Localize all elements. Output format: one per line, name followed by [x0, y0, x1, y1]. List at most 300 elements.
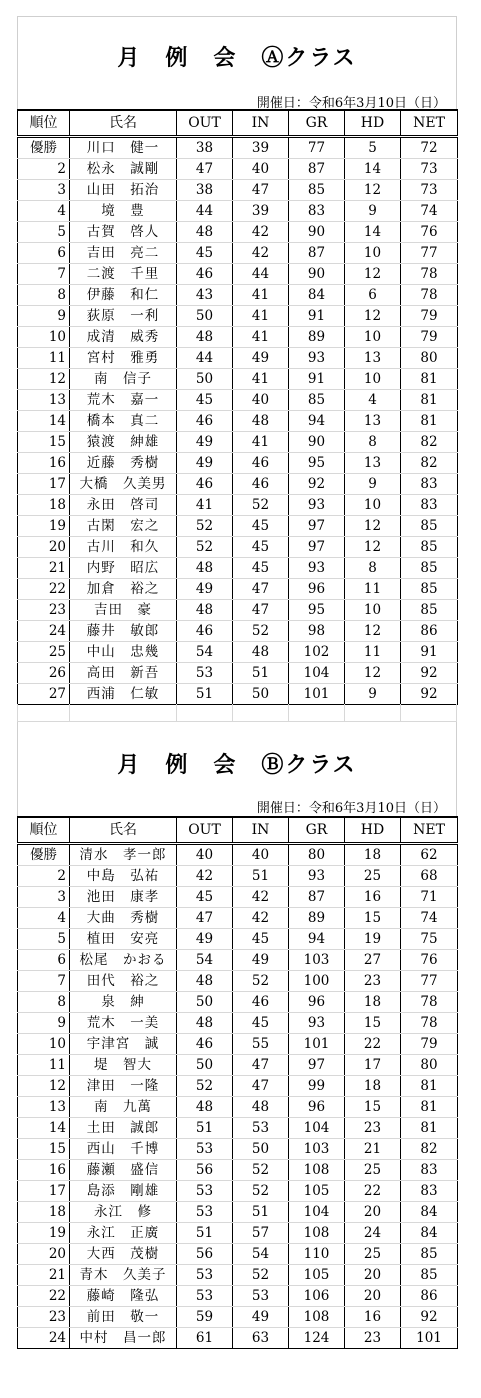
gross-score: 99: [289, 1075, 345, 1096]
net-score: 81: [401, 1096, 458, 1117]
handicap: 20: [345, 1285, 401, 1306]
in-score: 47: [233, 578, 289, 599]
gross-score: 92: [289, 473, 345, 494]
handicap: 10: [345, 599, 401, 620]
player-name: 古川 和久: [70, 536, 177, 557]
in-score: 57: [233, 1222, 289, 1243]
table-row: [18, 843, 458, 865]
rank: 16: [18, 1159, 70, 1180]
in-score: 45: [233, 928, 289, 949]
player-name: 永田 啓司: [70, 494, 177, 515]
net-score: 83: [401, 494, 458, 515]
rank: 7: [18, 970, 70, 991]
player-name: 古賀 啓人: [70, 221, 177, 242]
in-score: 46: [233, 473, 289, 494]
gross-score: 94: [289, 410, 345, 431]
in-score: 39: [233, 136, 289, 158]
header-in: IN: [233, 110, 289, 136]
rank: 21: [18, 1264, 70, 1285]
in-score: 41: [233, 284, 289, 305]
gross-score: 89: [289, 907, 345, 928]
rank: 13: [18, 389, 70, 410]
table-row: [18, 1033, 458, 1054]
gross-score: 89: [289, 326, 345, 347]
out-score: 59: [177, 1306, 233, 1327]
out-score: 50: [177, 1054, 233, 1075]
header-gross: GR: [289, 110, 345, 136]
header-rank: 順位: [18, 110, 70, 136]
rank: 3: [18, 179, 70, 200]
in-score: 42: [233, 242, 289, 263]
table-row: [18, 221, 458, 242]
in-score: 55: [233, 1033, 289, 1054]
gross-score: 85: [289, 389, 345, 410]
table-row: [18, 515, 458, 536]
handicap: 18: [345, 1075, 401, 1096]
out-score: 53: [177, 1138, 233, 1159]
player-name: 猿渡 紳雄: [70, 431, 177, 452]
out-score: 53: [177, 1285, 233, 1306]
player-name: 吉田 亮二: [70, 242, 177, 263]
out-score: 53: [177, 1201, 233, 1222]
in-score: 52: [233, 970, 289, 991]
out-score: 53: [177, 1264, 233, 1285]
in-score: 41: [233, 305, 289, 326]
net-score: 81: [401, 410, 458, 431]
header-net: NET: [401, 110, 458, 136]
handicap: 27: [345, 949, 401, 970]
player-name: 宮村 雅勇: [70, 347, 177, 368]
player-name: 中山 忠幾: [70, 641, 177, 662]
gross-score: 84: [289, 284, 345, 305]
net-score: 83: [401, 1180, 458, 1201]
handicap: 20: [345, 1264, 401, 1285]
handicap: 23: [345, 1117, 401, 1138]
gross-score: 98: [289, 620, 345, 641]
player-name: 中島 弘祐: [70, 865, 177, 886]
out-score: 56: [177, 1243, 233, 1264]
out-score: 50: [177, 368, 233, 389]
gross-score: 91: [289, 368, 345, 389]
player-name: 津田 一隆: [70, 1075, 177, 1096]
handicap: 23: [345, 1327, 401, 1348]
in-score: 47: [233, 1054, 289, 1075]
gross-score: 87: [289, 242, 345, 263]
handicap: 22: [345, 1033, 401, 1054]
rank: 22: [18, 1285, 70, 1306]
out-score: 44: [177, 200, 233, 221]
out-score: 44: [177, 347, 233, 368]
rank: 24: [18, 1327, 70, 1348]
rank: 3: [18, 886, 70, 907]
out-score: 52: [177, 1075, 233, 1096]
table-row: [18, 991, 458, 1012]
rank: 18: [18, 1201, 70, 1222]
gross-score: 93: [289, 1012, 345, 1033]
gross-score: 96: [289, 578, 345, 599]
table-row: [18, 452, 458, 473]
net-score: 86: [401, 1285, 458, 1306]
table-row: [18, 1138, 458, 1159]
net-score: 76: [401, 221, 458, 242]
net-score: 83: [401, 1159, 458, 1180]
table-row: [18, 263, 458, 284]
player-name: 南 信子: [70, 368, 177, 389]
player-name: 荒木 嘉一: [70, 389, 177, 410]
handicap: 4: [345, 389, 401, 410]
table-row: [18, 970, 458, 991]
gross-score: 124: [289, 1327, 345, 1348]
in-score: 63: [233, 1327, 289, 1348]
table-row: [18, 1285, 458, 1306]
player-name: 宇津宮 誠: [70, 1033, 177, 1054]
table-row: [18, 326, 458, 347]
net-score: 78: [401, 284, 458, 305]
class-b-date: 開催日：令和6年3月10日（日）: [256, 801, 446, 816]
gross-score: 93: [289, 557, 345, 578]
in-score: 47: [233, 599, 289, 620]
net-score: 92: [401, 683, 458, 704]
player-name: 前田 敬一: [70, 1306, 177, 1327]
class-b-title: 月 例 会 Ⓑクラス: [117, 752, 357, 778]
out-score: 46: [177, 410, 233, 431]
out-score: 49: [177, 928, 233, 949]
gross-score: 110: [289, 1243, 345, 1264]
handicap: 13: [345, 410, 401, 431]
out-score: 49: [177, 452, 233, 473]
net-score: 79: [401, 326, 458, 347]
gross-score: 103: [289, 1138, 345, 1159]
in-score: 42: [233, 886, 289, 907]
rank: 2: [18, 158, 70, 179]
handicap: 20: [345, 1201, 401, 1222]
rank: 10: [18, 326, 70, 347]
handicap: 6: [345, 284, 401, 305]
out-score: 53: [177, 662, 233, 683]
in-score: 49: [233, 1306, 289, 1327]
handicap: 16: [345, 1306, 401, 1327]
handicap: 14: [345, 221, 401, 242]
net-score: 78: [401, 991, 458, 1012]
table-row: [18, 494, 458, 515]
out-score: 46: [177, 620, 233, 641]
net-score: 85: [401, 536, 458, 557]
rank: 5: [18, 221, 70, 242]
net-score: 92: [401, 662, 458, 683]
player-name: 高田 新吾: [70, 662, 177, 683]
handicap: 22: [345, 1180, 401, 1201]
net-score: 73: [401, 158, 458, 179]
handicap: 14: [345, 158, 401, 179]
out-score: 48: [177, 599, 233, 620]
gross-score: 94: [289, 928, 345, 949]
out-score: 48: [177, 221, 233, 242]
out-score: 56: [177, 1159, 233, 1180]
net-score: 92: [401, 1306, 458, 1327]
rank: 4: [18, 907, 70, 928]
net-score: 81: [401, 1075, 458, 1096]
handicap: 8: [345, 431, 401, 452]
net-score: 62: [401, 843, 458, 865]
out-score: 61: [177, 1327, 233, 1348]
class-b-results-table: [17, 816, 458, 1349]
player-name: 池田 康孝: [70, 886, 177, 907]
handicap: 12: [345, 305, 401, 326]
handicap: 16: [345, 886, 401, 907]
out-score: 48: [177, 970, 233, 991]
net-score: 81: [401, 368, 458, 389]
in-score: 51: [233, 865, 289, 886]
table-row: [18, 886, 458, 907]
gross-score: 95: [289, 452, 345, 473]
rank: 16: [18, 452, 70, 473]
table-row: [18, 431, 458, 452]
net-score: 79: [401, 1033, 458, 1054]
handicap: 23: [345, 970, 401, 991]
player-name: 南 九萬: [70, 1096, 177, 1117]
table-row: [18, 179, 458, 200]
rank: 9: [18, 305, 70, 326]
rank: 24: [18, 620, 70, 641]
player-name: 加倉 裕之: [70, 578, 177, 599]
out-score: 54: [177, 949, 233, 970]
in-score: 52: [233, 1180, 289, 1201]
table-row: [18, 389, 458, 410]
player-name: 川口 健一: [70, 136, 177, 158]
gross-score: 85: [289, 179, 345, 200]
table-row: [18, 242, 458, 263]
out-score: 49: [177, 578, 233, 599]
net-score: 85: [401, 557, 458, 578]
in-score: 51: [233, 1201, 289, 1222]
out-score: 43: [177, 284, 233, 305]
handicap: 9: [345, 683, 401, 704]
player-name: 田代 裕之: [70, 970, 177, 991]
table-row: [18, 1180, 458, 1201]
header-out: OUT: [177, 110, 233, 136]
gross-score: 93: [289, 865, 345, 886]
blank-row: [17, 704, 457, 722]
out-score: 42: [177, 865, 233, 886]
handicap: 13: [345, 347, 401, 368]
in-score: 48: [233, 1096, 289, 1117]
in-score: 42: [233, 907, 289, 928]
out-score: 45: [177, 242, 233, 263]
handicap: 8: [345, 557, 401, 578]
player-name: 大西 茂樹: [70, 1243, 177, 1264]
net-score: 68: [401, 865, 458, 886]
out-score: 47: [177, 907, 233, 928]
table-row: [18, 1222, 458, 1243]
rank: 19: [18, 515, 70, 536]
player-name: 植田 安亮: [70, 928, 177, 949]
handicap: 25: [345, 1243, 401, 1264]
header-gross: GR: [289, 817, 345, 843]
rank: 17: [18, 1180, 70, 1201]
handicap: 12: [345, 179, 401, 200]
handicap: 24: [345, 1222, 401, 1243]
player-name: 藤崎 隆弘: [70, 1285, 177, 1306]
player-name: 内野 昭広: [70, 557, 177, 578]
player-name: 山田 拓治: [70, 179, 177, 200]
gross-score: 108: [289, 1159, 345, 1180]
rank: 9: [18, 1012, 70, 1033]
net-score: 82: [401, 452, 458, 473]
rank: 5: [18, 928, 70, 949]
player-name: 藤井 敏郎: [70, 620, 177, 641]
table-row: [18, 158, 458, 179]
header-handicap: HD: [345, 110, 401, 136]
table-row: [18, 410, 458, 431]
in-score: 41: [233, 368, 289, 389]
rank: 18: [18, 494, 70, 515]
net-score: 82: [401, 431, 458, 452]
handicap: 5: [345, 136, 401, 158]
table-row: [18, 620, 458, 641]
handicap: 15: [345, 1012, 401, 1033]
in-score: 46: [233, 452, 289, 473]
rank: 優勝: [18, 843, 70, 865]
gross-score: 83: [289, 200, 345, 221]
in-score: 44: [233, 263, 289, 284]
header-in: IN: [233, 817, 289, 843]
in-score: 52: [233, 620, 289, 641]
rank: 27: [18, 683, 70, 704]
class-b-table-body: [18, 843, 458, 1348]
gross-score: 91: [289, 305, 345, 326]
out-score: 52: [177, 536, 233, 557]
gross-score: 77: [289, 136, 345, 158]
in-score: 53: [233, 1285, 289, 1306]
rank: 22: [18, 578, 70, 599]
table-row: [18, 1096, 458, 1117]
in-score: 40: [233, 389, 289, 410]
out-score: 41: [177, 494, 233, 515]
player-name: 島添 剛雄: [70, 1180, 177, 1201]
out-score: 48: [177, 557, 233, 578]
in-score: 40: [233, 843, 289, 865]
header-name: 氏名: [70, 817, 177, 843]
net-score: 72: [401, 136, 458, 158]
net-score: 78: [401, 263, 458, 284]
handicap: 15: [345, 1096, 401, 1117]
gross-score: 93: [289, 494, 345, 515]
table-row: [18, 473, 458, 494]
handicap: 10: [345, 326, 401, 347]
out-score: 38: [177, 179, 233, 200]
player-name: 永江 修: [70, 1201, 177, 1222]
gross-score: 101: [289, 1033, 345, 1054]
header-handicap: HD: [345, 817, 401, 843]
table-row: [18, 136, 458, 158]
rank: 11: [18, 1054, 70, 1075]
rank: 12: [18, 368, 70, 389]
handicap: 12: [345, 620, 401, 641]
in-score: 54: [233, 1243, 289, 1264]
net-score: 80: [401, 347, 458, 368]
net-score: 85: [401, 515, 458, 536]
table-row: [18, 347, 458, 368]
gross-score: 104: [289, 662, 345, 683]
rank: 6: [18, 242, 70, 263]
net-score: 73: [401, 179, 458, 200]
gross-score: 102: [289, 641, 345, 662]
gross-score: 100: [289, 970, 345, 991]
net-score: 76: [401, 949, 458, 970]
out-score: 46: [177, 263, 233, 284]
net-score: 74: [401, 907, 458, 928]
rank: 20: [18, 1243, 70, 1264]
net-score: 86: [401, 620, 458, 641]
gross-score: 101: [289, 683, 345, 704]
gross-score: 106: [289, 1285, 345, 1306]
out-score: 46: [177, 473, 233, 494]
in-score: 42: [233, 221, 289, 242]
net-score: 77: [401, 970, 458, 991]
table-row: [18, 641, 458, 662]
net-score: 85: [401, 578, 458, 599]
rank: 14: [18, 1117, 70, 1138]
table-row: [18, 536, 458, 557]
handicap: 9: [345, 473, 401, 494]
gross-score: 87: [289, 886, 345, 907]
out-score: 48: [177, 1012, 233, 1033]
table-row: [18, 865, 458, 886]
rank: 4: [18, 200, 70, 221]
player-name: 大橋 久美男: [70, 473, 177, 494]
rank: 10: [18, 1033, 70, 1054]
player-name: 西浦 仁敏: [70, 683, 177, 704]
gross-score: 96: [289, 1096, 345, 1117]
table-row: [18, 200, 458, 221]
table-row: [18, 1054, 458, 1075]
player-name: 吉田 豪: [70, 599, 177, 620]
gross-score: 97: [289, 1054, 345, 1075]
rank: 15: [18, 431, 70, 452]
out-score: 53: [177, 1180, 233, 1201]
table-row: [18, 1327, 458, 1348]
handicap: 10: [345, 368, 401, 389]
table-row: [18, 1201, 458, 1222]
player-name: 松尾 かおる: [70, 949, 177, 970]
gross-score: 97: [289, 515, 345, 536]
in-score: 41: [233, 326, 289, 347]
handicap: 21: [345, 1138, 401, 1159]
out-score: 46: [177, 1033, 233, 1054]
player-name: 泉 紳: [70, 991, 177, 1012]
out-score: 49: [177, 431, 233, 452]
header-name: 氏名: [70, 110, 177, 136]
player-name: 堤 智大: [70, 1054, 177, 1075]
rank: 8: [18, 991, 70, 1012]
class-a-table-body: [18, 136, 458, 704]
table-row: [18, 1264, 458, 1285]
out-score: 48: [177, 1096, 233, 1117]
out-score: 51: [177, 1222, 233, 1243]
table-row: [18, 284, 458, 305]
player-name: 青木 久美子: [70, 1264, 177, 1285]
handicap: 10: [345, 242, 401, 263]
player-name: 橋本 真二: [70, 410, 177, 431]
net-score: 83: [401, 473, 458, 494]
net-score: 80: [401, 1054, 458, 1075]
net-score: 85: [401, 1243, 458, 1264]
table-row: [18, 1012, 458, 1033]
in-score: 48: [233, 410, 289, 431]
in-score: 39: [233, 200, 289, 221]
table-header-row: [18, 110, 458, 136]
gross-score: 90: [289, 221, 345, 242]
